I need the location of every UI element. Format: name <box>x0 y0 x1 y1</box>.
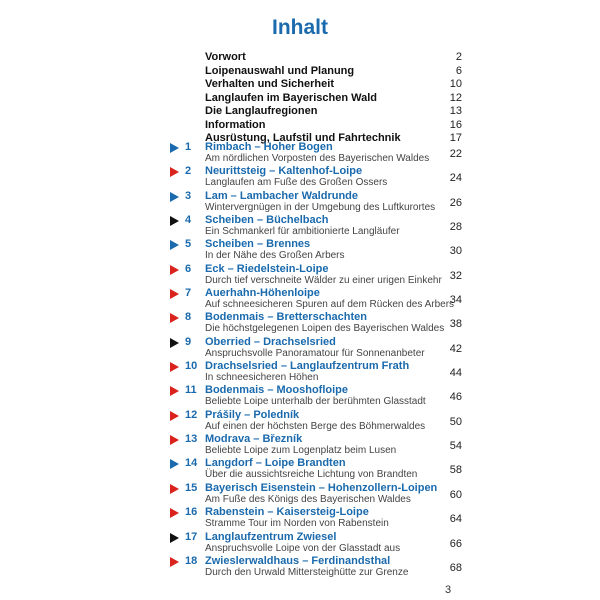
route-number: 12 <box>185 408 198 421</box>
route-number: 1 <box>185 141 192 153</box>
intro-entry-label: Die Langlaufregionen <box>205 105 318 117</box>
triangle-marker-icon <box>170 362 179 372</box>
route-entry[interactable] <box>170 287 462 311</box>
route-title: Modrava – Březník <box>205 433 303 446</box>
route-number: 18 <box>185 554 198 567</box>
route-number: 15 <box>185 481 198 494</box>
route-page: 44 <box>449 367 462 380</box>
intro-entry-page: 2 <box>455 51 462 63</box>
intro-contents <box>205 51 462 146</box>
triangle-marker-icon <box>170 313 179 323</box>
route-number: 16 <box>185 506 198 519</box>
route-description: In der Nähe des Großen Arbers <box>205 250 345 262</box>
route-entry[interactable] <box>170 336 462 360</box>
route-number: 4 <box>185 214 192 227</box>
route-description: Durch tief verschneite Wälder zu einer urigen Einkehr <box>205 274 442 286</box>
route-page: 34 <box>449 294 462 307</box>
route-description: In schneesicheren Höhen <box>205 372 319 384</box>
intro-entry-page: 17 <box>449 132 462 144</box>
route-page: 28 <box>449 221 462 234</box>
triangle-marker-icon <box>170 411 179 421</box>
route-page: 32 <box>449 269 462 282</box>
route-description: Die höchstgelegenen Loipen des Bayerischen Waldes <box>205 323 445 335</box>
route-entry[interactable] <box>170 190 462 214</box>
triangle-marker-icon <box>170 386 179 396</box>
route-description: Anspruchsvolle Loipe von der Glasstadt aus <box>205 542 401 554</box>
route-description: Auf einen der höchsten Berge des Böhmerwaldes <box>205 420 426 432</box>
page-number: 3 <box>445 584 452 596</box>
triangle-marker-icon <box>170 533 179 543</box>
route-page: 26 <box>449 196 462 209</box>
intro-entry-page: 6 <box>455 64 462 77</box>
triangle-marker-icon <box>170 508 179 518</box>
triangle-marker-icon <box>170 435 179 445</box>
route-entry[interactable] <box>170 165 462 189</box>
intro-entry[interactable] <box>205 65 462 79</box>
intro-entry-page: 12 <box>449 91 462 104</box>
route-title: Neurittsteig – Kaltenhof-Loipe <box>205 165 363 178</box>
triangle-marker-icon <box>170 216 179 226</box>
route-entry[interactable] <box>170 506 462 530</box>
route-page: 30 <box>449 245 462 258</box>
route-title: Bodenmais – Mooshofloipe <box>205 384 349 397</box>
triangle-marker-icon <box>170 240 179 250</box>
route-description: Anspruchsvolle Panoramatour für Sonnenanbeter <box>205 347 425 359</box>
route-description: Wintervergnügen in der Umgebung des Luftkurortes <box>205 201 436 213</box>
route-number: 3 <box>185 189 192 202</box>
route-entry[interactable] <box>170 360 462 384</box>
route-page: 58 <box>449 464 462 477</box>
route-title: Scheiben – Büchelbach <box>205 214 329 227</box>
route-number: 13 <box>185 433 198 446</box>
route-entry[interactable] <box>170 433 462 457</box>
route-description: Durch den Urwald Mittersteighütte zur Grenze <box>205 566 409 578</box>
route-title: Oberried – Drachselsried <box>205 335 336 348</box>
route-entry[interactable] <box>170 482 462 506</box>
route-description: Am nördlichen Vorposten des Bayerischen Waldes <box>205 153 430 164</box>
route-title: Rabenstein – Kaisersteig-Loipe <box>205 506 369 519</box>
route-page: 22 <box>449 148 462 160</box>
route-page: 64 <box>449 513 462 526</box>
route-contents <box>170 141 462 579</box>
route-page: 60 <box>449 488 462 501</box>
route-number: 14 <box>185 457 198 470</box>
route-entry[interactable] <box>170 311 462 335</box>
route-entry[interactable] <box>170 409 462 433</box>
intro-entry[interactable] <box>205 119 462 133</box>
intro-entry-label: Ausrüstung, Laufstil und Fahrtechnik <box>205 132 401 144</box>
triangle-marker-icon <box>170 557 179 567</box>
intro-entry[interactable] <box>205 92 462 106</box>
route-number: 6 <box>185 262 192 275</box>
route-title: Rimbach – Hoher Bogen <box>205 141 333 153</box>
triangle-marker-icon <box>170 289 179 299</box>
page-title: Inhalt <box>272 16 328 39</box>
route-title: Langdorf – Loipe Brandten <box>205 457 346 470</box>
route-title: Zwieslerwaldhaus – Ferdinandsthal <box>205 554 391 567</box>
route-number: 2 <box>185 165 192 178</box>
route-page: 38 <box>449 318 462 331</box>
intro-entry-page: 16 <box>449 118 462 131</box>
intro-entry-page: 10 <box>449 78 462 90</box>
intro-entry[interactable] <box>205 51 462 65</box>
route-entry[interactable] <box>170 531 462 555</box>
triangle-marker-icon <box>170 338 179 348</box>
intro-entry-label: Information <box>205 118 266 131</box>
route-entry[interactable] <box>170 457 462 481</box>
route-description: Beliebte Loipe zum Logenplatz beim Lusen <box>205 445 397 457</box>
route-number: 17 <box>185 530 198 543</box>
triangle-marker-icon <box>170 143 179 153</box>
route-page: 54 <box>449 440 462 453</box>
route-title: Scheiben – Brennes <box>205 238 311 251</box>
route-description: Stramme Tour im Norden von Rabenstein <box>205 518 389 530</box>
route-title: Bayerisch Eisenstein – Hohenzollern-Loipen <box>205 481 438 494</box>
route-title: Lam – Lambacher Waldrunde <box>205 189 359 202</box>
route-number: 11 <box>185 384 197 397</box>
intro-entry-label: Vorwort <box>205 51 246 63</box>
intro-entry-label: Verhalten und Sicherheit <box>205 78 334 90</box>
route-page: 24 <box>449 172 462 185</box>
route-number: 5 <box>185 238 192 251</box>
route-title: Auerhahn-Höhenloipe <box>205 287 320 300</box>
triangle-marker-icon <box>170 167 179 177</box>
route-description: Am Fuße des Königs des Bayerischen Waldes <box>205 493 411 505</box>
intro-entry[interactable] <box>205 105 462 119</box>
route-description: Ein Schmankerl für ambitionierte Langläufer <box>205 226 400 238</box>
route-entry[interactable] <box>170 555 462 579</box>
route-title: Langlaufzentrum Zwiesel <box>205 530 337 543</box>
triangle-marker-icon <box>170 484 179 494</box>
route-number: 7 <box>185 287 192 300</box>
route-page: 50 <box>449 415 462 428</box>
route-entry[interactable] <box>170 384 462 408</box>
route-description: Auf schneesicheren Spuren auf dem Rücken des Arbers <box>205 299 455 311</box>
intro-entry-label: Langlaufen im Bayerischen Wald <box>205 91 377 104</box>
route-page: 68 <box>449 561 462 574</box>
route-number: 8 <box>185 311 192 324</box>
route-description: Langlaufen am Fuße des Großen Ossers <box>205 177 388 189</box>
route-entry[interactable] <box>170 214 462 238</box>
route-title: Bodenmais – Bretterschachten <box>205 311 367 324</box>
route-page: 46 <box>449 391 462 404</box>
route-title: Prášily – Poledník <box>205 408 300 421</box>
route-description: Über die aussichtsreiche Lichtung von Brandten <box>205 469 418 481</box>
triangle-marker-icon <box>170 459 179 469</box>
route-title: Eck – Riedelstein-Loipe <box>205 262 329 275</box>
intro-entry[interactable] <box>205 78 462 92</box>
route-page: 42 <box>449 342 462 355</box>
route-entry[interactable] <box>170 141 462 165</box>
intro-entry-page: 13 <box>449 105 462 117</box>
route-entry[interactable] <box>170 238 462 262</box>
intro-entry-label: Loipenauswahl und Planung <box>205 64 355 77</box>
route-page: 66 <box>449 537 462 550</box>
route-description: Beliebte Loipe unterhalb der berühmten Glasstadt <box>205 396 426 408</box>
route-number: 10 <box>185 360 198 373</box>
route-title: Drachselsried – Langlaufzentrum Frath <box>205 360 410 373</box>
route-entry[interactable] <box>170 263 462 287</box>
triangle-marker-icon <box>170 192 179 202</box>
triangle-marker-icon <box>170 265 179 275</box>
route-number: 9 <box>185 335 192 348</box>
